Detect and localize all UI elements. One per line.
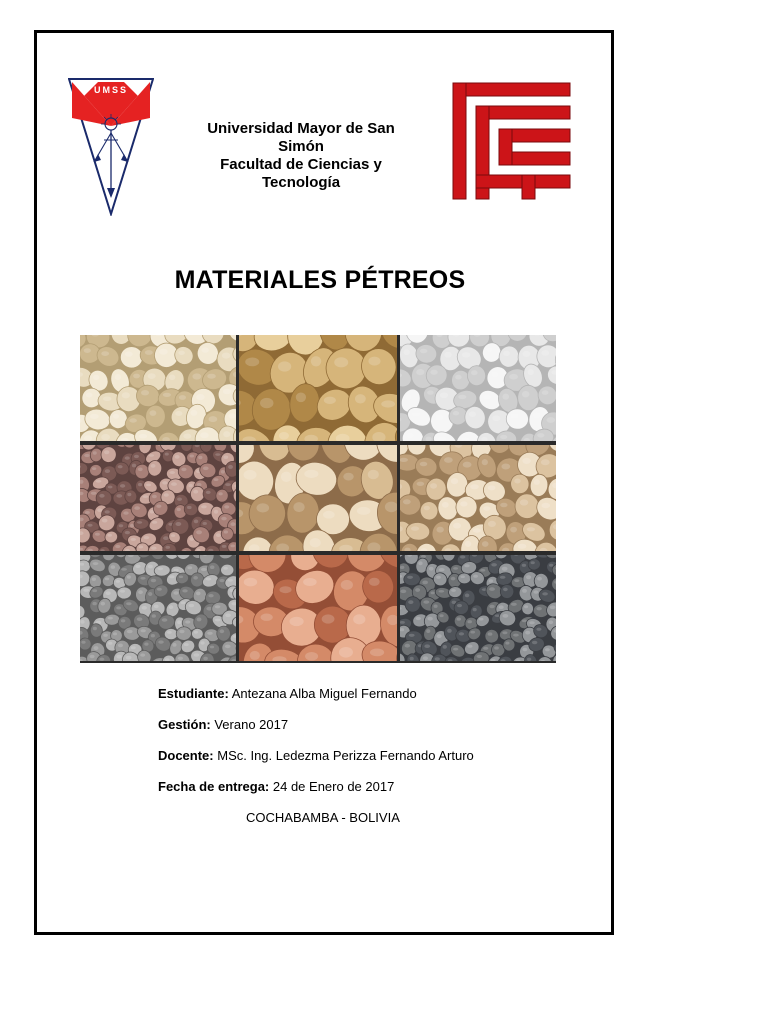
faculty-name-line1: Facultad de Ciencias y: [220, 156, 382, 173]
term-line: [158, 717, 288, 733]
faculty-name-line2: Tecnología: [261, 174, 341, 191]
university-heading: [190, 120, 412, 192]
student-value: Antezana Alba Miguel Fernando: [228, 686, 417, 701]
date-line: [158, 779, 394, 795]
photo-banded-sandstone-pebbles: [239, 445, 397, 551]
student-line: [158, 686, 417, 702]
date-label: Fecha de entrega:: [158, 779, 270, 794]
umss-shield-icon: [68, 78, 154, 216]
term-label: Gestión:: [158, 717, 211, 732]
date-value: 24 de Enero de 2017: [269, 779, 395, 794]
photo-ochre-river-rocks: [239, 335, 397, 441]
document-title: MATERIALES PÉTREOS: [174, 266, 466, 294]
stone-photo-grid: [80, 335, 556, 663]
teacher-value: MSc. Ing. Ledezma Perizza Fernando Arturo: [213, 748, 474, 763]
student-label: Estudiante:: [158, 686, 229, 701]
teacher-line: [158, 748, 474, 764]
location-text: COCHABAMBA - BOLIVIA: [246, 810, 400, 825]
photo-beige-rounded-gravel: [400, 445, 556, 551]
photo-dark-grey-aggregate: [400, 555, 556, 661]
fcyt-emblem-icon: [452, 82, 572, 200]
photo-grey-crushed-granite: [80, 555, 236, 661]
university-name-line2: Simón: [278, 138, 324, 155]
photo-pink-crushed-stone: [80, 445, 236, 551]
photo-terracotta-rocks: [239, 555, 397, 661]
university-name-line1: Universidad Mayor de San: [207, 120, 395, 137]
term-value: Verano 2017: [210, 717, 289, 732]
umss-badge-text: UMSS: [93, 85, 129, 95]
teacher-label: Docente:: [158, 748, 214, 763]
photo-white-pebbles: [400, 335, 556, 441]
photo-cream-limestone-gravel: [80, 335, 236, 441]
